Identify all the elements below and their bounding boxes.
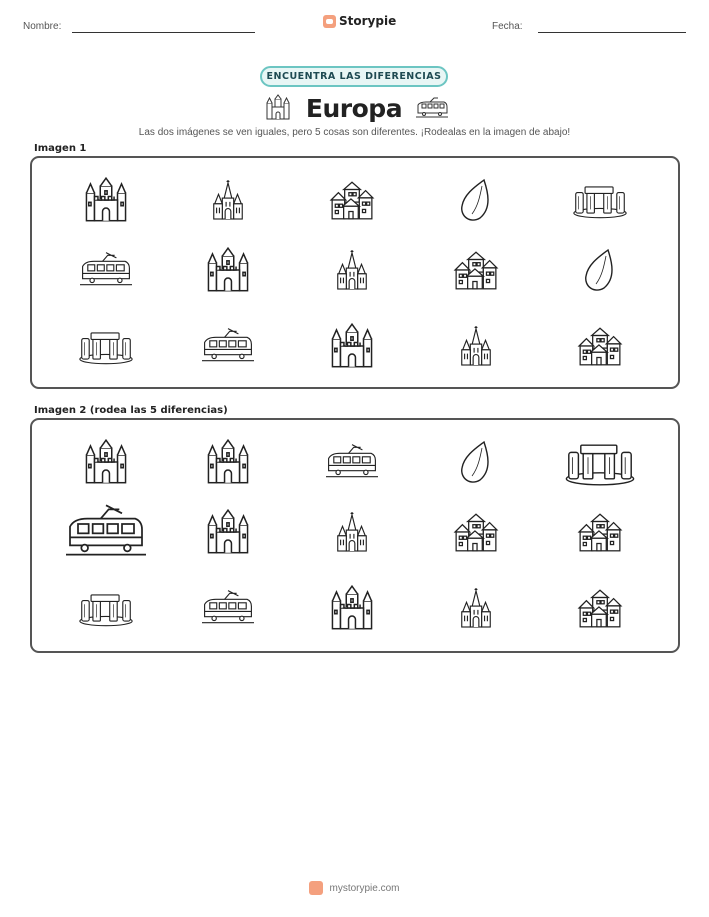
name-label: Nombre: [23, 21, 62, 32]
brand-logo [323, 14, 396, 28]
church-icon [209, 177, 247, 223]
almond-icon[interactable] [457, 440, 495, 484]
instructions: Las dos imágenes se ven iguales, pero 5 cosas son diferentes. ¡Rodealas en la imagen de abajo! [138, 127, 571, 138]
castle-icon [205, 247, 251, 293]
tram-icon[interactable] [326, 444, 378, 480]
tram-icon[interactable] [66, 505, 146, 559]
almond-icon [457, 178, 495, 222]
image2-panel[interactable] [30, 418, 680, 653]
castle-icon[interactable] [329, 585, 375, 631]
stonehenge-icon [572, 181, 628, 219]
village-icon [329, 179, 375, 221]
stonehenge-icon [78, 327, 134, 365]
village-icon[interactable] [577, 587, 623, 629]
stonehenge-icon[interactable] [564, 437, 636, 487]
castle-icon [329, 323, 375, 369]
village-icon [453, 249, 499, 291]
date-line[interactable] [538, 32, 686, 33]
brand-name: Storypie [339, 14, 397, 28]
village-icon[interactable] [577, 511, 623, 553]
footer [0, 881, 709, 895]
church-icon[interactable] [457, 585, 495, 631]
footer-site: mystorypie.com [329, 882, 400, 894]
tram-icon [80, 252, 132, 288]
storypie-logo-icon [309, 881, 323, 895]
page-title: Europa [305, 93, 403, 123]
church-icon[interactable] [333, 509, 371, 555]
castle-icon [264, 95, 292, 121]
storypie-logo-icon [323, 15, 336, 28]
stonehenge-icon[interactable] [78, 589, 134, 627]
church-icon [457, 323, 495, 369]
title-row [266, 92, 446, 124]
castle-icon[interactable] [83, 439, 129, 485]
castle-icon[interactable] [205, 439, 251, 485]
date-label: Fecha: [492, 21, 523, 32]
image1-label: Imagen 1 [34, 143, 87, 154]
castle-icon[interactable] [205, 509, 251, 555]
name-line[interactable] [72, 32, 255, 33]
castle-icon [83, 177, 129, 223]
tram-icon[interactable] [202, 590, 254, 626]
image2-label: Imagen 2 (rodea las 5 diferencias) [34, 405, 228, 416]
activity-badge: ENCUENTRA LAS DIFERENCIAS [260, 66, 448, 87]
tram-icon [416, 97, 448, 119]
tram-icon [202, 328, 254, 364]
village-icon[interactable] [453, 511, 499, 553]
church-icon [333, 247, 371, 293]
almond-icon [581, 248, 619, 292]
image1-panel [30, 156, 680, 389]
village-icon [577, 325, 623, 367]
